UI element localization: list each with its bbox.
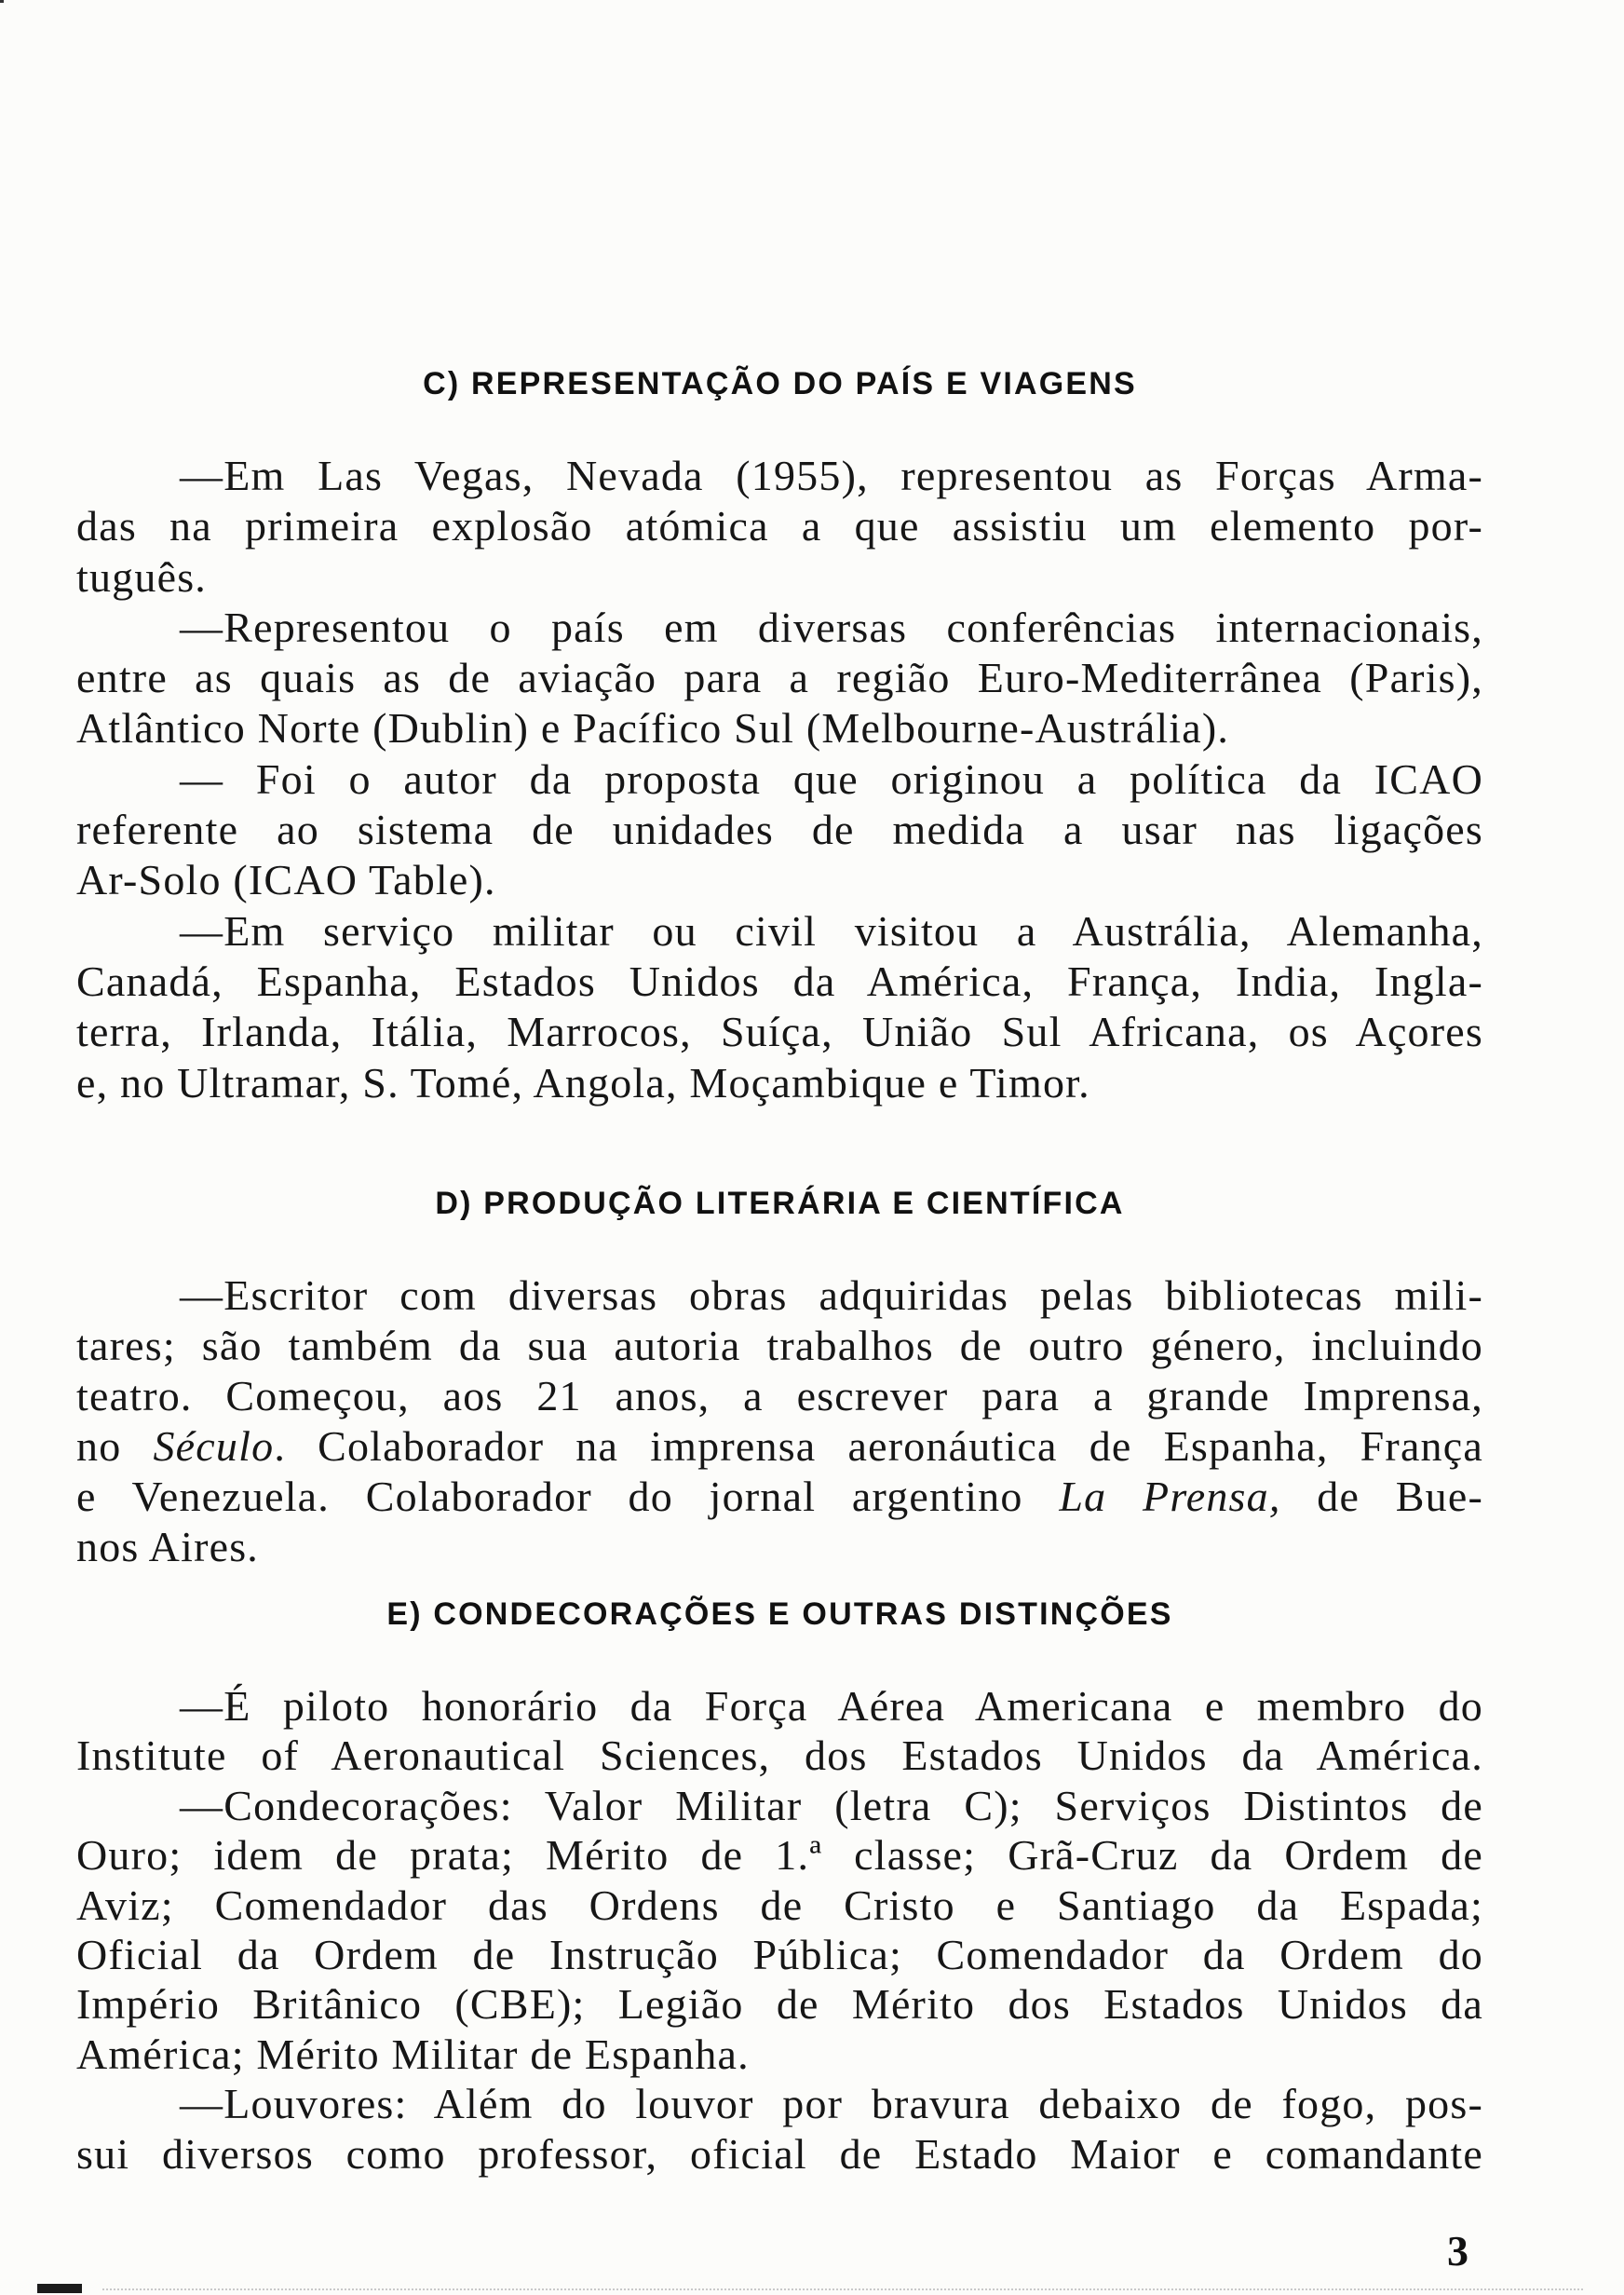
text-line: —Louvores: Além do louvor por bravura debaixo de fogo, pos- — [180, 2080, 1483, 2128]
section-condecoracoes — [76, 1596, 1483, 2179]
scan-artifact — [0, 0, 4, 3]
text-line — [76, 1472, 1483, 1522]
scan-artifact — [37, 2284, 82, 2293]
page-number: 3 — [1447, 2227, 1468, 2275]
text-line: —Escritor com diversas obras adquiridas pelas bibliotecas mili- — [180, 1271, 1483, 1319]
italic-title: Século — [153, 1422, 275, 1470]
text-line: Atlântico Norte (Dublin) e Pacífico Sul (Melbourne-Austrália). — [76, 704, 1230, 753]
text-line: Canadá, Espanha, Estados Unidos da América, França, India, Ingla- — [76, 957, 1483, 1005]
section-heading: C) REPRESENTAÇÃO DO PAÍS E VIAGENS — [423, 366, 1137, 401]
text-line: —Condecorações: Valor Militar (letra C); Serviços Distintos de — [180, 1781, 1483, 1829]
text-line: Império Britânico (CBE); Legião de Mérito dos Estados Unidos da — [76, 1980, 1483, 2029]
text-segment: . Colaborador na imprensa aeronáutica de Espanha, França — [274, 1422, 1483, 1470]
text-line: Aviz; Comendador das Ordens de Cristo e Santiago da Espada; — [76, 1881, 1483, 1929]
text-segment: e Venezuela. Colaborador do jornal argentino — [76, 1473, 1060, 1520]
section-heading: E) CONDECORAÇÕES E OUTRAS DISTINÇÕES — [386, 1596, 1173, 1632]
text-line: Institute of Aeronautical Sciences, dos Estados Unidos da América. — [76, 1731, 1483, 1780]
text-line: nos Aires. — [76, 1523, 259, 1570]
text-line: —Em Las Vegas, Nevada (1955), representou as Forças Arma- — [180, 452, 1483, 499]
text-line: —Representou o país em diversas conferências internacionais, — [180, 603, 1483, 651]
text-line: terra, Irlanda, Itália, Marrocos, Suíça, União Sul Africana, os Açores — [76, 1008, 1483, 1056]
section-heading: D) PRODUÇÃO LITERÁRIA E CIENTÍFICA — [435, 1186, 1125, 1221]
text-segment: de Bue- — [1280, 1473, 1484, 1520]
text-line: Ar-Solo (ICAO Table). — [76, 856, 496, 904]
section-producao-literaria — [76, 1185, 1483, 1572]
section-representacao — [76, 365, 1483, 1108]
text-line: Oficial da Ordem de Instrução Pública; Comendador da Ordem do — [76, 1930, 1483, 1978]
text-segment: no — [76, 1422, 154, 1470]
text-line: e, no Ultramar, S. Tomé, Angola, Moçambique e Timor. — [76, 1058, 1090, 1107]
text-line: teatro. Começou, aos 21 anos, a escrever para a grande Imprensa, — [76, 1372, 1483, 1419]
text-line: entre as quais as de aviação para a região Euro-Mediterrânea (Paris), — [76, 654, 1483, 702]
italic-title: La Prensa, — [1059, 1473, 1281, 1520]
text-line: tuguês. — [76, 552, 207, 601]
text-line: —Em serviço militar ou civil visitou a Austrália, Alemanha, — [180, 906, 1483, 955]
text-line: tares; são também da sua autoria trabalhos de outro género, incluindo — [76, 1322, 1483, 1369]
text-line: Ouro; idem de prata; Mérito de 1.ª classe; Grã-Cruz da Ordem de — [76, 1831, 1483, 1880]
text-line — [76, 1421, 1483, 1472]
text-line: referente ao sistema de unidades de medida a usar nas ligações — [76, 806, 1483, 854]
text-line: — Foi o autor da proposta que originou a política da ICAO — [180, 754, 1483, 803]
text-line: sui diversos como professor, oficial de Estado Maior e comandante — [76, 2129, 1483, 2178]
text-line: América; Mérito Militar de Espanha. — [76, 2030, 750, 2078]
scan-artifact — [102, 2288, 1583, 2290]
text-line: —É piloto honorário da Força Aérea Americana e membro do — [180, 1682, 1483, 1730]
text-line: das na primeira explosão atómica a que assistiu um elemento por- — [76, 502, 1483, 550]
